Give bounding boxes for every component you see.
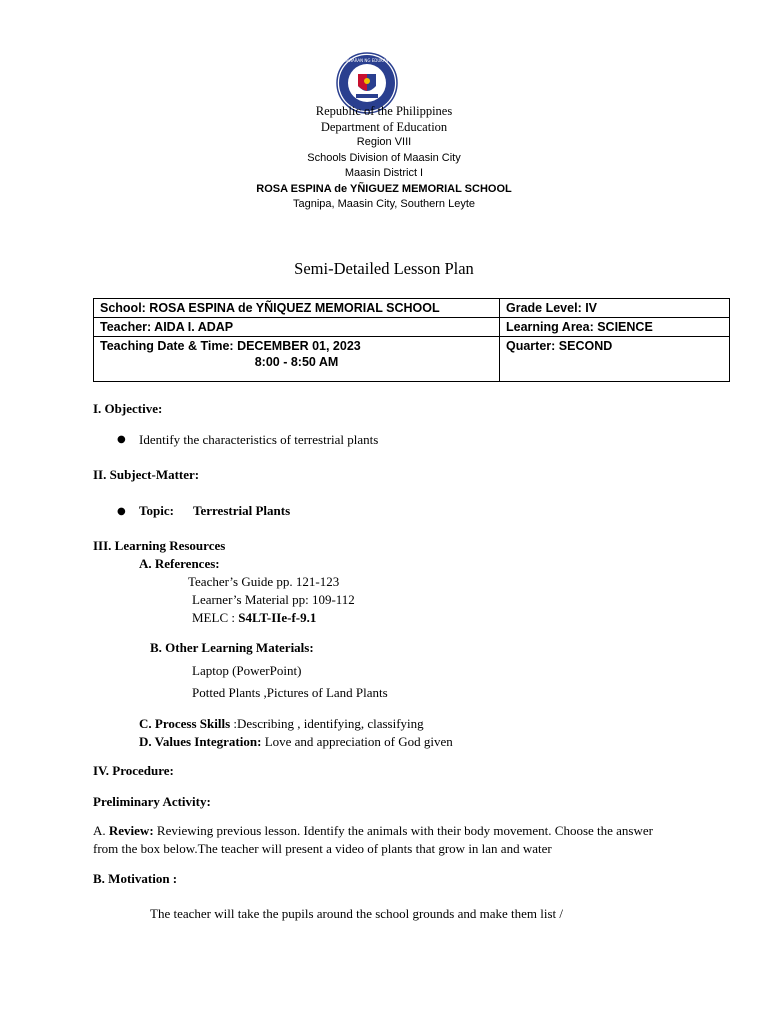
process-skills-value: :Describing , identifying, classifying: [230, 716, 424, 731]
teaching-date: Teaching Date & Time: DECEMBER 01, 2023: [100, 339, 361, 353]
header-division: Schools Division of Maasin City: [307, 152, 461, 164]
motivation-heading: B. Motivation :: [93, 871, 178, 886]
header-district: Maasin District I: [344, 167, 424, 179]
header-address: Tagnipa, Maasin City, Southern Leyte: [292, 198, 475, 210]
motivation-text: The teacher will take the pupils around the school grounds and make them list /: [150, 906, 564, 921]
bullet-icon: ●: [117, 506, 126, 517]
resources-heading: III. Learning Resources: [93, 538, 226, 553]
values-integration-label: D. Values Integration:: [139, 734, 262, 749]
procedure-heading: IV. Procedure:: [93, 763, 174, 778]
preliminary-heading: Preliminary Activity:: [93, 794, 211, 809]
objective-heading: I. Objective:: [93, 401, 163, 416]
quarter-cell: Quarter: SECOND: [500, 337, 730, 382]
objective-item: Identify the characteristics of terrestrial plants: [139, 432, 379, 447]
subject-heading: II. Subject-Matter:: [93, 467, 200, 482]
document-title: Semi-Detailed Lesson Plan: [294, 259, 474, 278]
header-department: Department of Education: [320, 120, 448, 134]
teacher-cell: Teacher: AIDA I. ADAP: [94, 318, 500, 337]
reference-learners-material: Learner’s Material pp: 109-112: [192, 592, 355, 607]
reference-melc: [192, 610, 316, 626]
teaching-time: 8:00 - 8:50 AM: [254, 355, 339, 369]
review-text: Reviewing previous lesson. Identify the animals with their body movement. Choose the answer from the box below.The teacher will present a video of plants that grow in lan and water: [93, 823, 653, 856]
topic-label: Topic:: [139, 503, 174, 518]
values-integration-value: Love and appreciation of God given: [261, 734, 453, 749]
process-skills: [139, 716, 424, 732]
learning-area-cell: Learning Area: SCIENCE: [500, 318, 730, 337]
header-region: Region VIII: [356, 136, 412, 148]
process-skills-label: C. Process Skills: [139, 716, 231, 731]
lesson-info-table: [93, 298, 730, 382]
melc-label: MELC :: [192, 610, 239, 625]
material-plants: Potted Plants ,Pictures of Land Plants: [192, 685, 388, 700]
grade-level-cell: Grade Level: IV: [500, 299, 730, 318]
review-paragraph: [93, 822, 673, 858]
seal-text: KAGAWARAN NG EDUKASYON: [337, 58, 397, 63]
review-label: Review:: [108, 823, 154, 838]
values-integration: [139, 734, 453, 750]
material-laptop: Laptop (PowerPoint): [192, 663, 302, 678]
references-heading: A. References:: [139, 556, 220, 571]
school-cell: School: ROSA ESPINA de YÑIQUEZ MEMORIAL SCHOOL: [94, 299, 500, 318]
melc-code: S4LT-IIe-f-9.1: [238, 610, 317, 625]
review-prefix: A.: [93, 823, 109, 838]
bullet-icon: ●: [117, 434, 126, 445]
other-materials-heading: B. Other Learning Materials:: [150, 640, 314, 655]
header-republic: Republic of the Philippines: [315, 104, 453, 118]
topic-value: Terrestrial Plants: [193, 503, 291, 518]
teaching-date-cell: [94, 337, 500, 382]
reference-teachers-guide: Teacher’s Guide pp. 121-123: [188, 574, 340, 589]
header-school: ROSA ESPINA de YÑIGUEZ MEMORIAL SCHOOL: [256, 183, 512, 195]
